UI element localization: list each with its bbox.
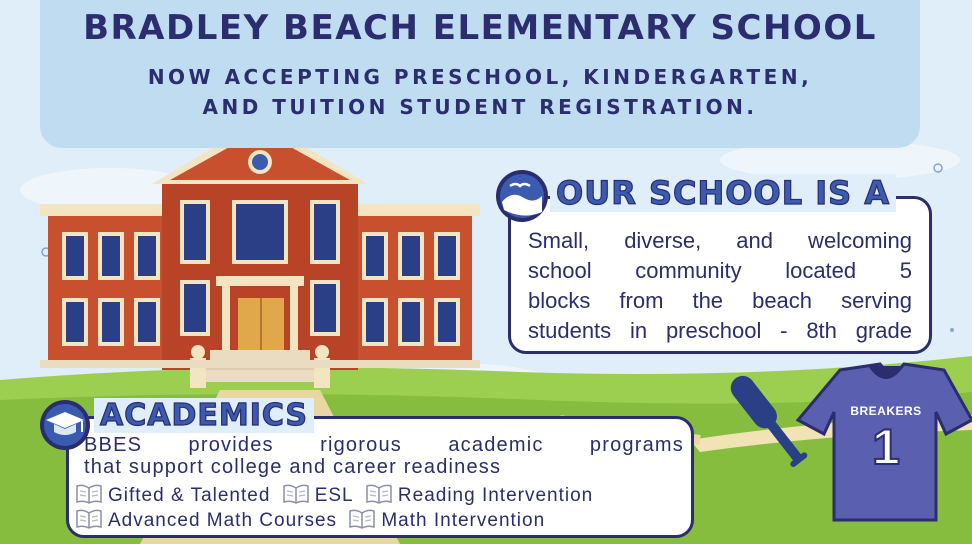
program-label: Math Intervention <box>381 510 546 531</box>
program-item <box>366 483 593 508</box>
jersey-team-label: BREAKERS <box>850 404 922 418</box>
school-line-4: students in preschool - 8th grade <box>528 318 912 343</box>
academics-description <box>84 434 684 478</box>
program-label: ESL <box>314 485 354 506</box>
school-line-1: Small, diverse, and welcoming <box>528 228 912 253</box>
program-row-2 <box>76 508 688 533</box>
school-line-3: blocks from the beach serving <box>528 288 912 313</box>
page-title: BRADLEY BEACH ELEMENTARY SCHOOL <box>83 8 877 48</box>
academics-desc-line-2: that support college and career readiness <box>84 456 502 478</box>
program-label: Reading Intervention <box>397 485 594 506</box>
academics-heading: ACADEMICS <box>94 398 314 433</box>
program-item <box>283 483 354 508</box>
subtitle-line-1: NOW ACCEPTING PRESCHOOL, KINDERGARTEN, <box>147 65 813 89</box>
school-line-2: school community located 5 <box>528 258 912 283</box>
program-item <box>349 508 545 533</box>
open-book-icon <box>283 484 309 504</box>
open-book-icon <box>76 509 102 529</box>
academics-desc-line-1: BBES provides rigorous academic programs <box>84 434 684 456</box>
open-book-icon <box>366 484 392 504</box>
program-item <box>76 508 337 533</box>
registration-subtitle <box>40 62 920 122</box>
our-school-heading: OUR SCHOOL IS A <box>550 174 896 212</box>
program-label: Advanced Math Courses <box>108 510 338 531</box>
open-book-icon <box>76 484 102 504</box>
program-item <box>76 483 270 508</box>
program-row-1 <box>76 483 688 508</box>
program-list <box>76 483 688 533</box>
program-label: Gifted & Talented <box>108 485 271 506</box>
open-book-icon <box>349 509 375 529</box>
our-school-description <box>528 226 912 346</box>
jersey-number: 1 <box>872 419 900 475</box>
subtitle-line-2: AND TUITION STUDENT REGISTRATION. <box>202 95 758 119</box>
seagull-wave-icon <box>494 168 550 224</box>
